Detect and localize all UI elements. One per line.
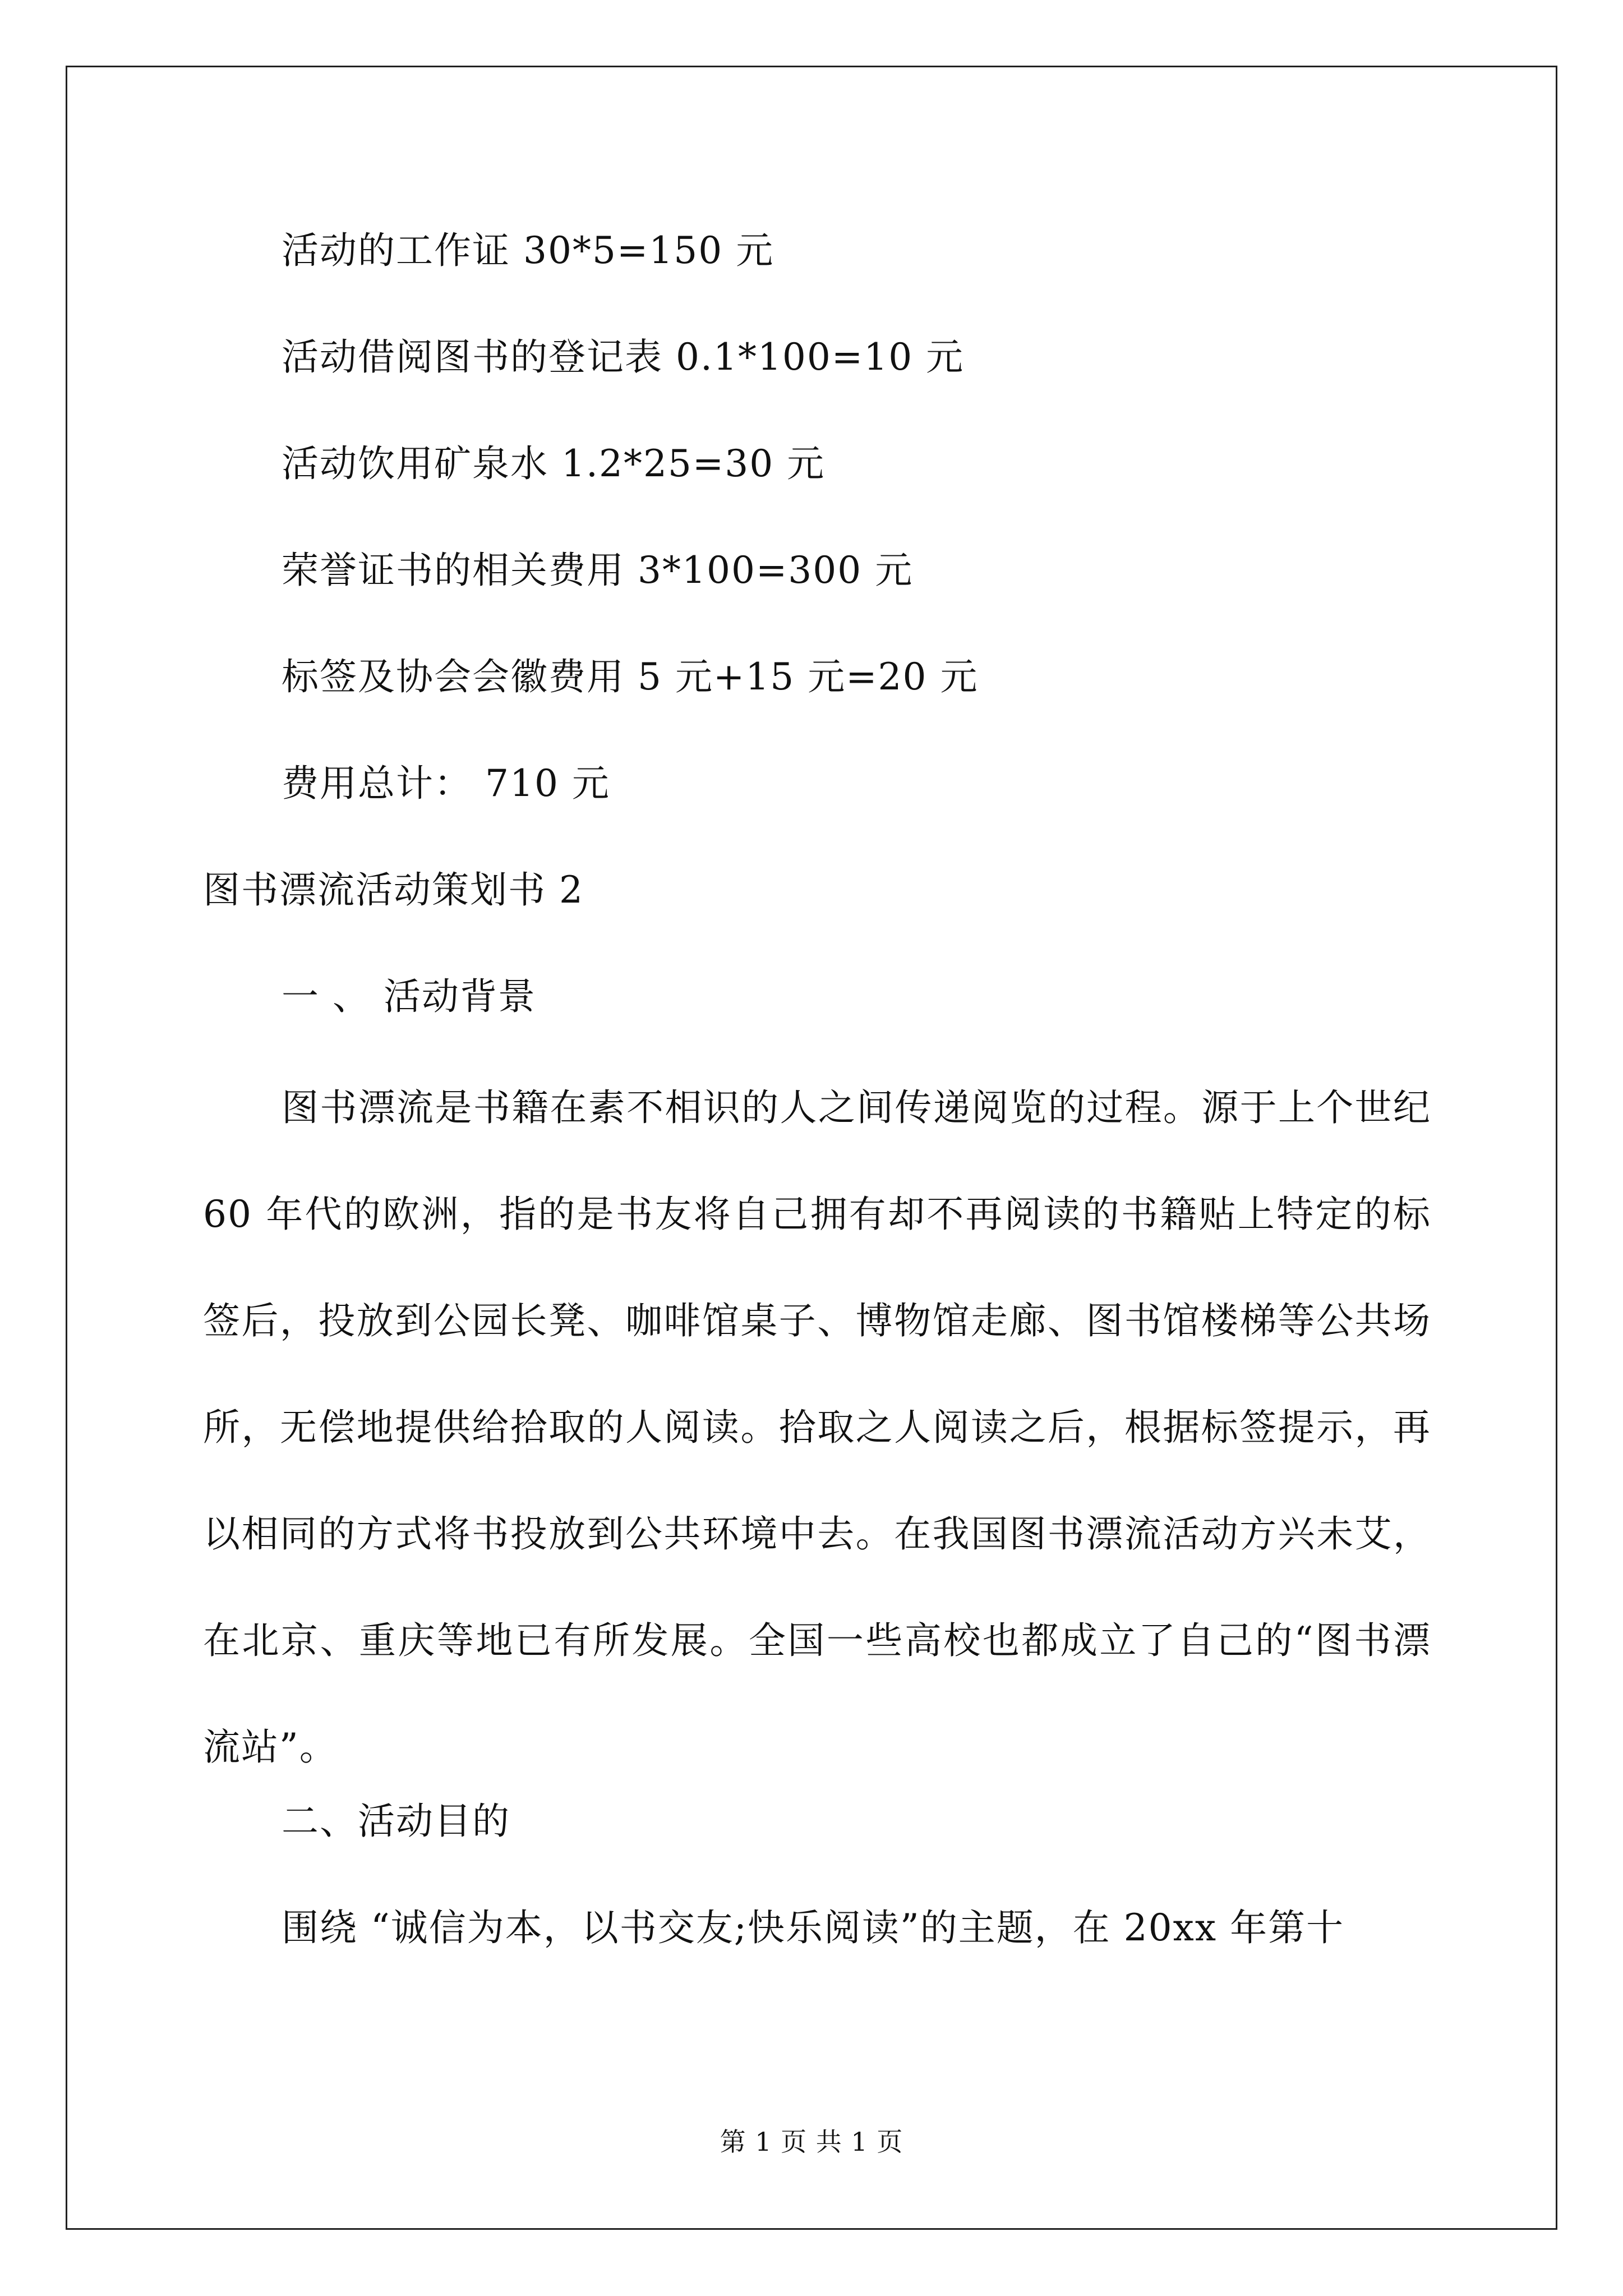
background-paragraph: 图书漂流是书籍在素不相识的人之间传递阅览的过程。源于上个世纪 60 年代的欧洲，指的是书友将自己拥有却不再阅读的书籍贴上特定的标签后，投放到公园长凳、咖啡馆桌子、博物馆走廊、图书馆楼梯等公共场所，无偿地提供给拾取的人阅读。拾取之人阅读之后，根据标签提示，再以相同的方式将书投放到公共环境中去。在我国图书漂流活动方兴未艾，在北京、重庆等地已有所发展。全国一些高校也都成立了自己的“图书漂流站”。 <box>203 1086 1431 1769</box>
cost-item: 活动借阅图书的登记表 0.1*100=10 元 <box>282 335 965 379</box>
cost-item: 活动饮用矿泉水 1.2*25=30 元 <box>282 442 826 485</box>
cost-total: 费用总计： 710 元 <box>282 762 610 805</box>
heading-background: 一 、 活动背景 <box>282 975 536 1018</box>
cost-item: 荣誉证书的相关费用 3*100=300 元 <box>282 549 914 592</box>
purpose-paragraph: 围绕 “诚信为本，以书交友;快乐阅读”的主题，在 20xx 年第十 <box>282 1906 1345 1949</box>
cost-item: 活动的工作证 30*5=150 元 <box>282 229 774 272</box>
heading-purpose: 二、活动目的 <box>282 1800 510 1843</box>
section-title: 图书漂流活动策划书 2 <box>203 868 584 912</box>
page-footer: 第 1 页 共 1 页 <box>720 2127 903 2157</box>
cost-item: 标签及协会会徽费用 5 元+15 元=20 元 <box>282 655 979 698</box>
